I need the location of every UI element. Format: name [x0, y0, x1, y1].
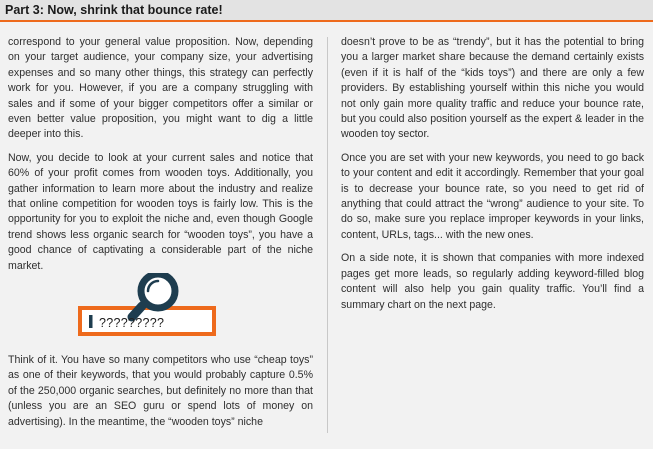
right-paragraph-3: On a side note, it is shown that companies with more indexed pages get more leads, so regularly adding keyword-filled blog content will also help you gain quality traffic. You’ll find a summary chart on the next page.	[341, 252, 644, 311]
section-header	[0, 0, 653, 22]
section-title: Part 3: Now, shrink that bounce rate!	[5, 3, 223, 17]
magnifier-icon	[76, 273, 218, 343]
right-paragraph-1: doesn’t prove to be as “trendy”, but it has the potential to bring you a larger market share because the demand certainly exists (even if it is half of the “kids toys”) and there are only a few providers. By establishing yourself within this niche you would not only gain more quality traffic and reduce your bounce rate, but you could also position yourself as the expert & leader in the wooden toy sector.	[341, 36, 644, 141]
right-paragraph-2: Once you are set with your new keywords, you need to go back to your content and edit it accordingly. Remember that your goal is to decrease your bounce rate, so you need to get rid of anything that could attract the “wrong” audience to your site. To do so, make sure you replace improper keywords in your links, content, URLs, tags... with the new ones.	[341, 151, 644, 241]
left-paragraph-1: correspond to your general value proposition. Now, depending on your target audience, your company size, your advertising expenses and so many other things, this strategy can perfectly work for you. However, if you are a company struggling with sales and if some of your bigger competitors offer a similar or even better value proposition, you might want to dig a little deeper into this.	[8, 36, 313, 141]
left-column-bottom	[8, 353, 313, 438]
right-column	[341, 35, 644, 321]
column-divider	[327, 37, 328, 433]
search-box-text: ?????????	[99, 316, 165, 330]
search-illustration	[76, 273, 218, 343]
left-paragraph-3: Think of it. You have so many competitors who use “cheap toys” as one of their keywords, that you would probably capture 0.5% of the 250,000 organic searches, but definitely no more than that (unless you are an SEO guru or spend lots of money on advertising). In the meantime, the “wooden toys” niche	[8, 354, 313, 428]
left-paragraph-2: Now, you decide to look at your current sales and notice that 60% of your profit comes from wooden toys. Additionally, you gather information to learn more about the industry and realize that online competition for wooden toys is fairly low. This is the opportunity for you to exploit the niche and, even though Google trend shows less organic search for “wooden toys”, you have a good chance of captivating a considerable part of the niche market.	[8, 151, 313, 272]
left-column	[8, 35, 313, 282]
